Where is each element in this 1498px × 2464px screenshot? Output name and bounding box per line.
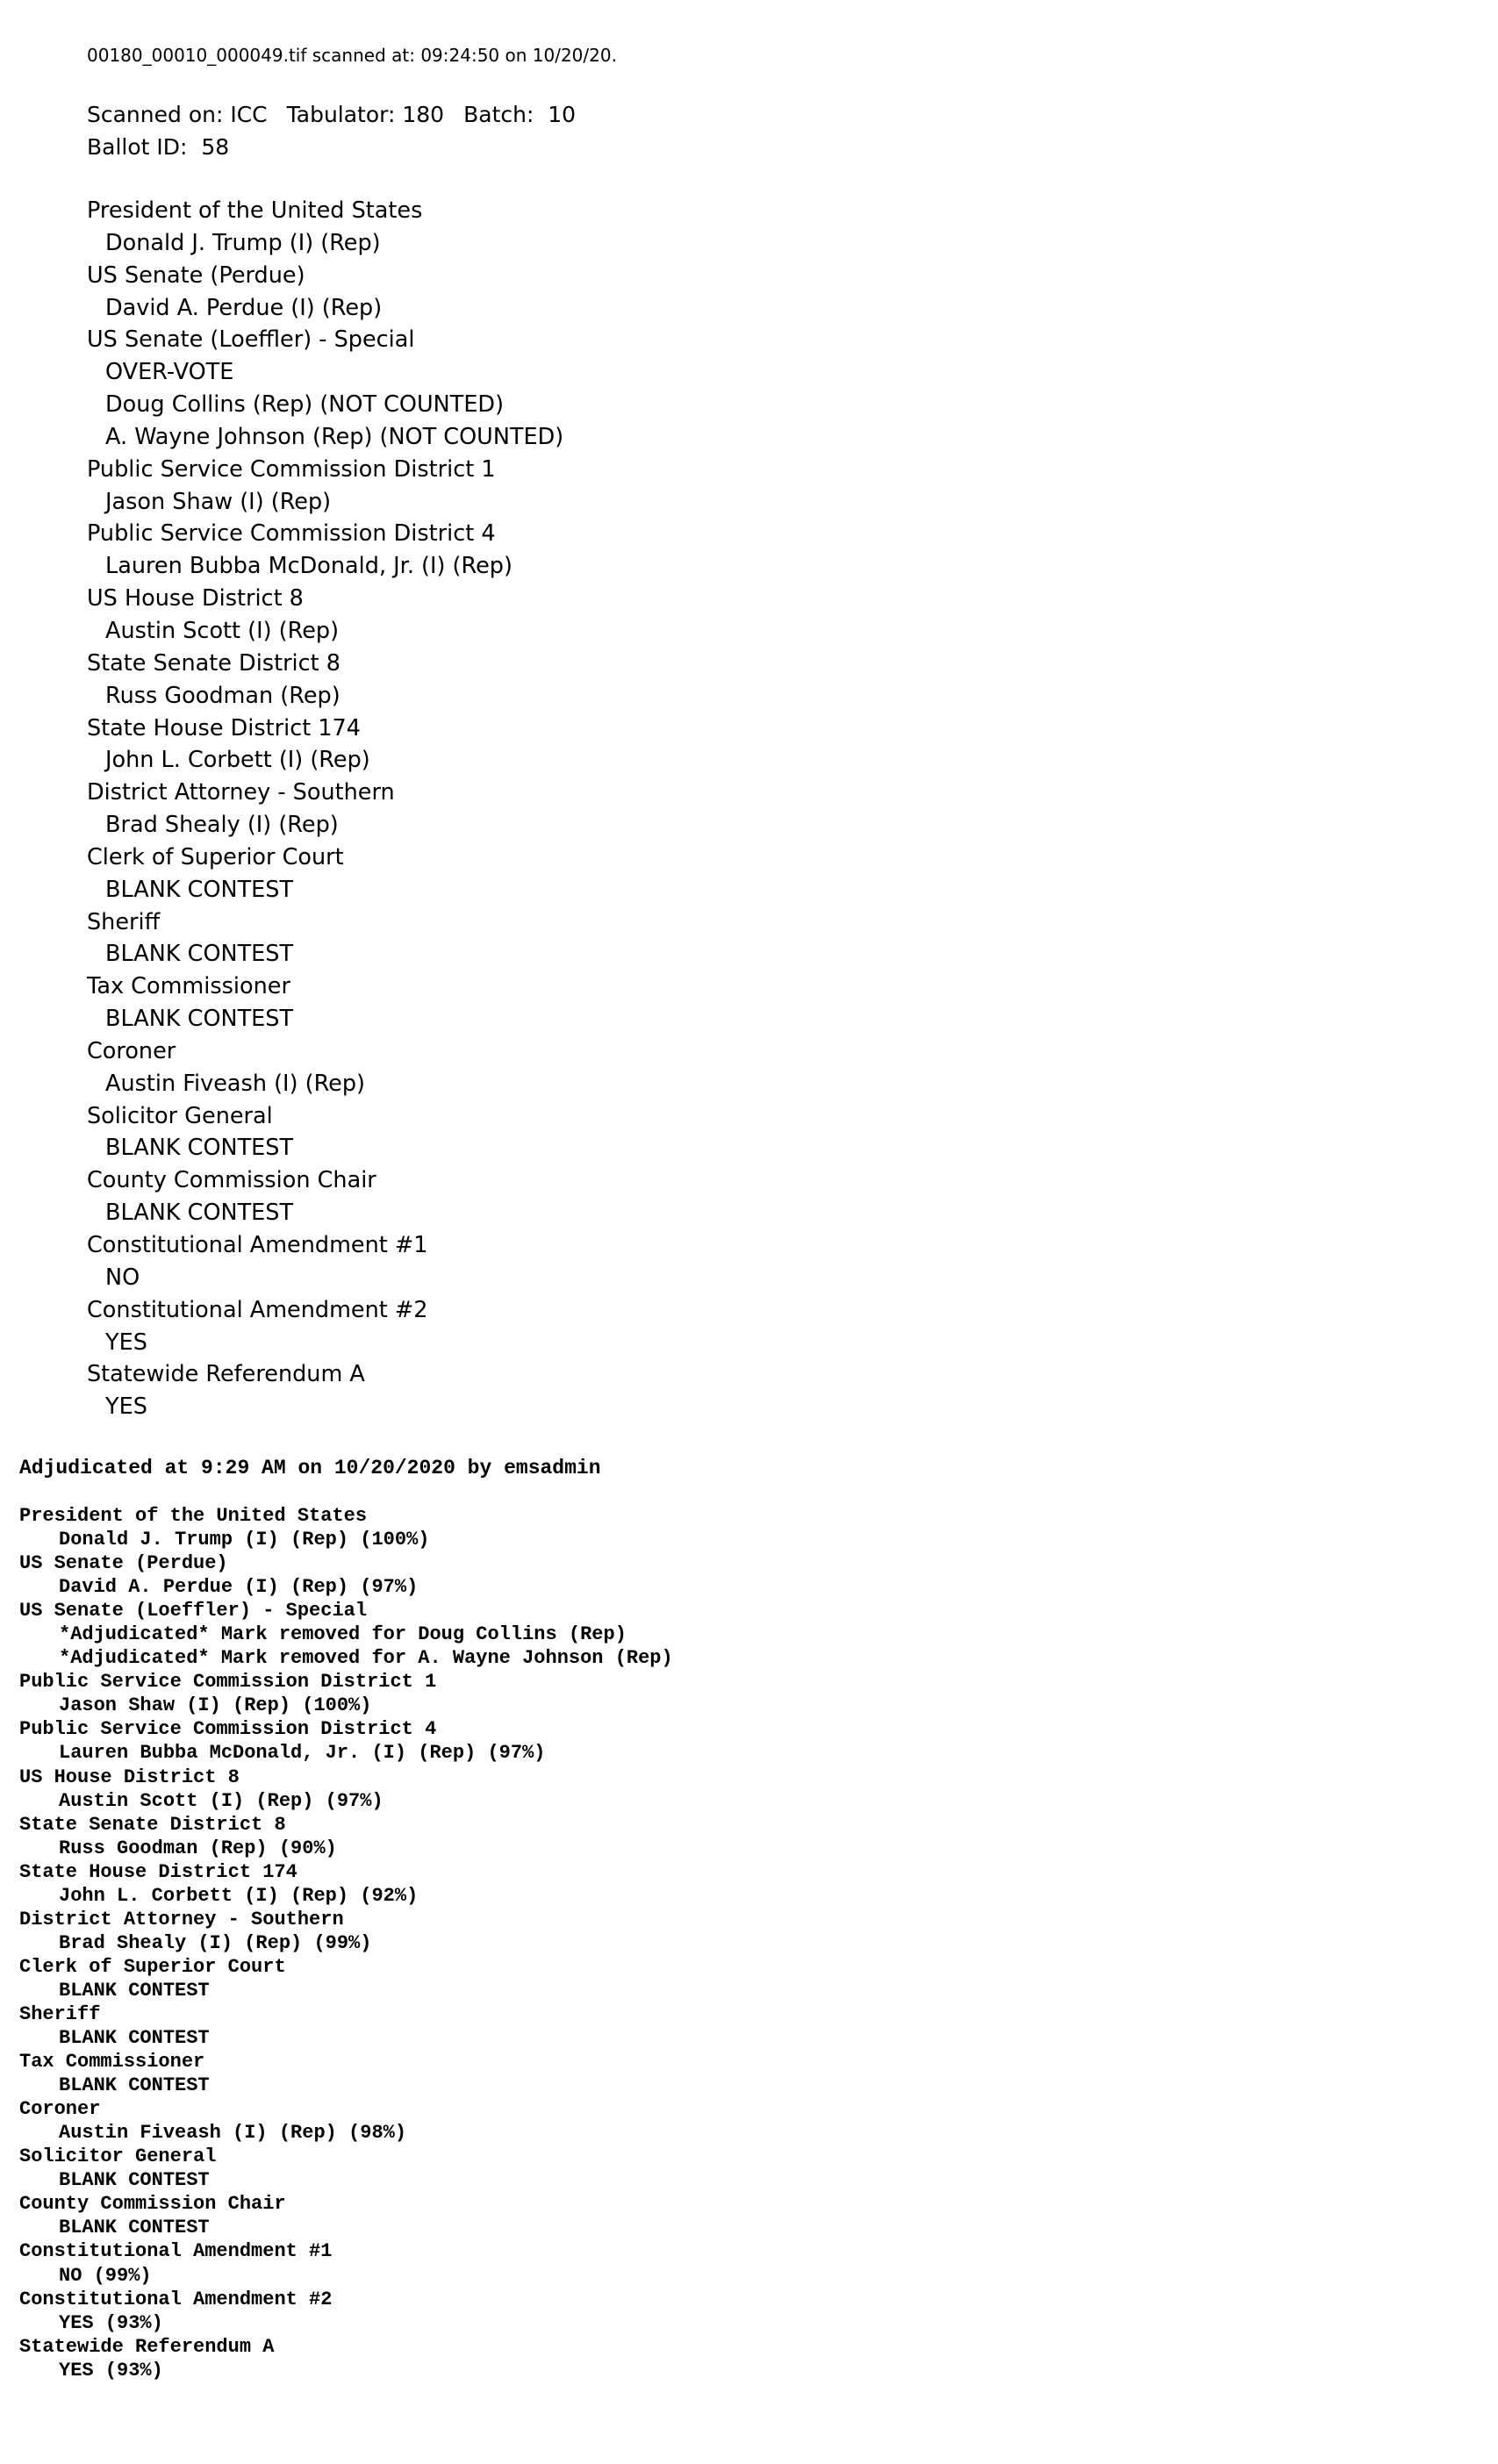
adjudication-header: Adjudicated at 9:29 AM on 10/20/2020 by emsadmin xyxy=(19,1457,601,1479)
scan-metadata xyxy=(87,98,576,163)
contest-title: Tax Commissioner xyxy=(19,2051,205,2074)
contest-choice: BLANK CONTEST xyxy=(59,2027,210,2050)
contest-title: Clerk of Superior Court xyxy=(19,1955,286,1978)
contest-title: District Attorney - Southern xyxy=(87,779,395,806)
contest-choice: NO (99%) xyxy=(59,2264,152,2287)
contest-title: State House District 174 xyxy=(87,714,361,741)
contest-choice: BLANK CONTEST xyxy=(105,1006,294,1033)
contest-choice: BLANK CONTEST xyxy=(105,876,294,903)
contest-title: Public Service Commission District 4 xyxy=(87,520,496,548)
scan-meta-line xyxy=(87,98,576,131)
ballot-id-line xyxy=(87,131,576,163)
contest-choice: A. Wayne Johnson (Rep) (NOT COUNTED) xyxy=(105,423,564,450)
contest-choice: Jason Shaw (I) (Rep) xyxy=(105,488,332,515)
contest-choice: *Adjudicated* Mark removed for Doug Collins (Rep) xyxy=(59,1623,627,1646)
contest-choice: BLANK CONTEST xyxy=(59,2169,210,2192)
ballot-contest-list xyxy=(87,195,563,1423)
contest-title: Coroner xyxy=(87,1037,176,1064)
contest-title: President of the United States xyxy=(19,1505,368,1527)
contest-choice: BLANK CONTEST xyxy=(105,1135,294,1162)
tabulator-label: Tabulator: 180 xyxy=(286,102,445,127)
contest-title: Constitutional Amendment #2 xyxy=(19,2288,333,2310)
contest-choice: OVER-VOTE xyxy=(105,359,234,386)
contest-title: State Senate District 8 xyxy=(19,1813,286,1836)
contest-title: Solicitor General xyxy=(19,2145,217,2168)
contest-title: Public Service Commission District 1 xyxy=(87,455,496,483)
contest-choice: David A. Perdue (I) (Rep) xyxy=(105,294,383,321)
contest-choice: BLANK CONTEST xyxy=(59,1979,210,2002)
contest-choice: Russ Goodman (Rep) xyxy=(105,682,340,709)
contest-choice: Russ Goodman (Rep) (90%) xyxy=(59,1837,337,1859)
contest-choice: YES xyxy=(105,1329,147,1356)
contest-choice: Doug Collins (Rep) (NOT COUNTED) xyxy=(105,391,505,419)
ballot-id-label: Ballot ID: 58 xyxy=(87,134,230,160)
contest-choice: John L. Corbett (I) (Rep) xyxy=(105,747,370,774)
contest-title: County Commission Chair xyxy=(87,1167,376,1194)
contest-title: Constitutional Amendment #1 xyxy=(19,2240,333,2263)
contest-title: Sheriff xyxy=(87,908,161,935)
batch-label: Batch: 10 xyxy=(463,102,577,127)
contest-choice: Austin Scott (I) (Rep) xyxy=(105,617,340,644)
contest-title: US Senate (Perdue) xyxy=(19,1552,228,1575)
contest-title: Public Service Commission District 4 xyxy=(19,1718,437,1741)
contest-title: Clerk of Superior Court xyxy=(87,843,344,870)
contest-title: District Attorney - Southern xyxy=(19,1908,344,1930)
contest-title: Solicitor General xyxy=(87,1102,273,1129)
contest-choice: John L. Corbett (I) (Rep) (92%) xyxy=(59,1884,419,1907)
contest-choice: Donald J. Trump (I) (Rep) (100%) xyxy=(59,1529,430,1551)
contest-title: US Senate (Loeffler) - Special xyxy=(19,1600,368,1622)
contest-choice: Brad Shealy (I) (Rep) (99%) xyxy=(59,1931,372,1954)
contest-choice: YES (93%) xyxy=(59,2311,163,2334)
contest-choice: BLANK CONTEST xyxy=(105,1200,294,1227)
contest-choice: David A. Perdue (I) (Rep) (97%) xyxy=(59,1576,419,1599)
contest-title: State House District 174 xyxy=(19,1860,297,1883)
contest-title: Constitutional Amendment #2 xyxy=(87,1296,428,1323)
contest-choice: Donald J. Trump (I) (Rep) xyxy=(105,229,381,256)
scan-file-line: 00180_00010_000049.tif scanned at: 09:24:50 on 10/20/20. xyxy=(87,45,617,66)
contest-title: Sheriff xyxy=(19,2002,101,2025)
contest-choice: Lauren Bubba McDonald, Jr. (I) (Rep) (97%) xyxy=(59,1742,546,1765)
contest-choice: Lauren Bubba McDonald, Jr. (I) (Rep) xyxy=(105,553,512,580)
contest-title: President of the United States xyxy=(87,197,423,224)
adjudication-contest-list xyxy=(19,1504,673,2382)
contest-choice: Brad Shealy (I) (Rep) xyxy=(105,812,339,839)
contest-title: US House District 8 xyxy=(87,585,304,612)
contest-title: Coroner xyxy=(19,2098,101,2121)
contest-choice: YES xyxy=(105,1393,147,1421)
contest-choice: Austin Fiveash (I) (Rep) xyxy=(105,1070,365,1097)
contest-title: Constitutional Amendment #1 xyxy=(87,1232,428,1258)
contest-title: US Senate (Loeffler) - Special xyxy=(87,326,415,354)
contest-title: US House District 8 xyxy=(19,1766,240,1788)
contest-title: Tax Commissioner xyxy=(87,973,290,1000)
scanned-on-label: Scanned on: ICC xyxy=(87,102,268,127)
contest-title: US Senate (Perdue) xyxy=(87,261,305,289)
contest-choice: Austin Fiveash (I) (Rep) (98%) xyxy=(59,2122,407,2145)
contest-title: Public Service Commission District 1 xyxy=(19,1671,437,1694)
contest-choice: NO xyxy=(105,1264,140,1291)
contest-title: State Senate District 8 xyxy=(87,649,340,677)
contest-title: Statewide Referendum A xyxy=(19,2335,275,2358)
contest-choice: BLANK CONTEST xyxy=(105,941,294,968)
contest-title: County Commission Chair xyxy=(19,2193,286,2216)
contest-choice: BLANK CONTEST xyxy=(59,2217,210,2239)
contest-title: Statewide Referendum A xyxy=(87,1361,365,1388)
contest-choice: Austin Scott (I) (Rep) (97%) xyxy=(59,1789,383,1812)
contest-choice: *Adjudicated* Mark removed for A. Wayne Johnson (Rep) xyxy=(59,1647,673,1670)
contest-choice: Jason Shaw (I) (Rep) (100%) xyxy=(59,1694,372,1717)
contest-choice: YES (93%) xyxy=(59,2359,163,2382)
contest-choice: BLANK CONTEST xyxy=(59,2074,210,2097)
